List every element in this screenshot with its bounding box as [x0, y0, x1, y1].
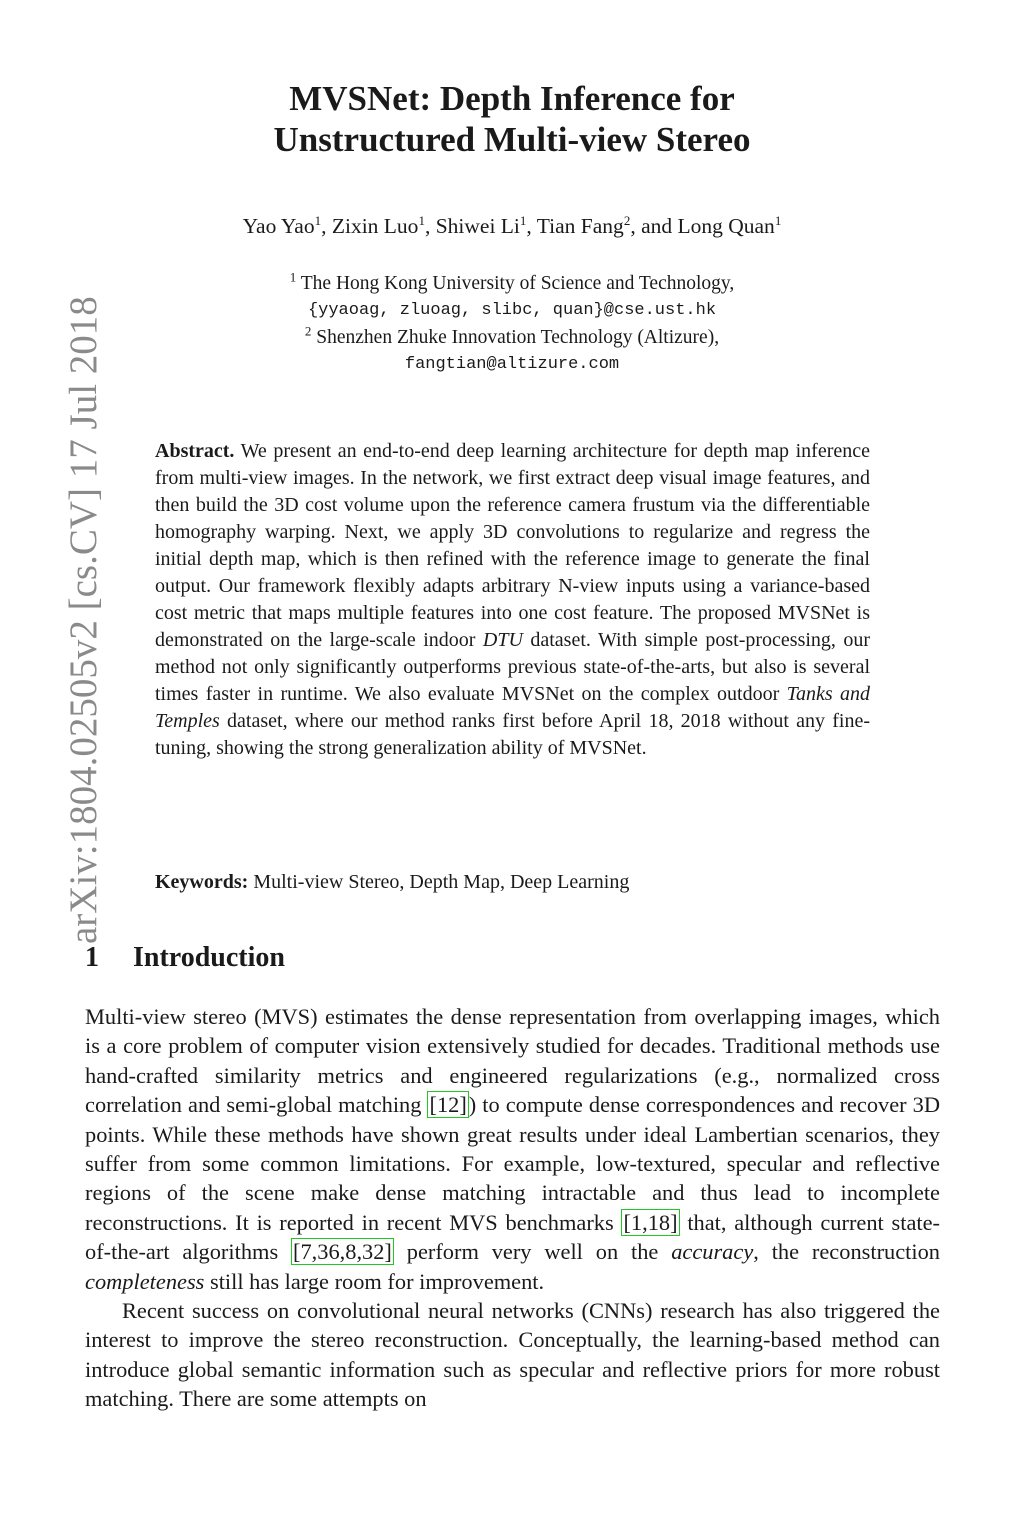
author-list: Yao Yao$^1$, Zixin Luo$^1$, Shiwei Li$^1$, Tian Fang$^2$, and Long Quan$^1$: [242, 212, 782, 238]
paper-title: [150, 78, 874, 160]
title-line-1: MVSNet: Depth Inference for: [289, 79, 735, 118]
section-title: Introduction: [133, 942, 285, 973]
keywords-text: Multi-view Stereo, Depth Map, Deep Learning: [253, 871, 630, 893]
intro-paragraph-1: Multi-view stereo (MVS) estimates the dense representation from overlapping images, which is a core problem of computer vision extensively studied for decades. Traditional methods use hand-crafted similarity metrics and engineered regularizations (e.g., normalized cross correlation and semi-global matching [12]) to compute dense correspondences and recover 3D points. While these methods have shown great results under ideal Lambertian scenarios, they suffer from some common limitations. For example, low-textured, specular and reflective regions of the scene make dense matching intractable and thus lead to incomplete reconstructions. It is reported in recent MVS benchmarks [1,18] that, although current state-of-the-art algorithms [7,36,8,32] perform very well on the accuracy, the reconstruction completeness still has large room for improvement.: [85, 1004, 940, 1294]
author-1: Yao Yao: [242, 214, 315, 238]
intro-paragraph-2: Recent success on convolutional neural networks (CNNs) research has also triggered the interest to improve the stereo reconstruction. Conceptually, the learning-based method can introduce global semantic information such as specular and reflective priors for more robust matching. There are some attempts on: [85, 1298, 940, 1412]
dtu-term: DTU: [482, 629, 523, 651]
citation-link[interactable]: [7,36,8,32]: [293, 1239, 392, 1265]
citation-link[interactable]: [1,18]: [623, 1209, 678, 1235]
tanks-temples-term: Tanks and Temples: [155, 683, 871, 732]
section-heading: [85, 942, 285, 974]
affiliations: [140, 270, 884, 378]
email-2[interactable]: fangtian@altizure.com: [404, 355, 620, 374]
citation-link[interactable]: [12]: [429, 1092, 467, 1118]
abstract-label: Abstract.: [155, 440, 235, 462]
email-1[interactable]: {yyaoag, zluoag, slibc, quan}@cse.ust.hk: [307, 301, 717, 320]
affiliation-1: $^1$ The Hong Kong University of Science and Technology,: [289, 269, 735, 294]
author-4: Tian Fang: [536, 214, 624, 238]
title-line-2: Unstructured Multi-view Stereo: [273, 120, 751, 159]
intro-body: [85, 1002, 940, 1414]
author-2: Zixin Luo: [331, 214, 419, 238]
abstract: Abstract. We present an end-to-end deep learning architecture for depth map inference from multi-view images. In the network, we first extract deep visual image features, and then build the 3D cost volume upon the reference camera frustum via the differentiable homography warping. Next, we apply 3D convolutions to regularize and regress the initial depth map, which is then refined with the reference image to generate the final output. Our framework flexibly adapts arbitrary N-view inputs using a variance-based cost metric that maps multiple features into one cost feature. The proposed MVSNet is demonstrated on the large-scale indoor DTU dataset. With simple post-processing, our method not only significantly outperforms previous state-of-the-arts, but also is several times faster in runtime. We also evaluate MVSNet on the complex outdoor Tanks and Temples dataset, where our method ranks first before April 18, 2018 without any fine-tuning, showing the strong generalization ability of MVSNet.: [155, 440, 871, 759]
section-number: 1: [85, 942, 99, 973]
keywords-label: Keywords:: [155, 871, 249, 893]
keywords: [155, 871, 870, 894]
arxiv-stamp: arXiv:1804.02505v2 [cs.CV] 17 Jul 2018: [62, 296, 105, 944]
author-5: Long Quan: [677, 214, 775, 238]
affiliation-2: $^2$ Shenzhen Zhuke Innovation Technology (Altizure),: [304, 323, 720, 348]
author-3: Shiwei Li: [435, 214, 520, 238]
